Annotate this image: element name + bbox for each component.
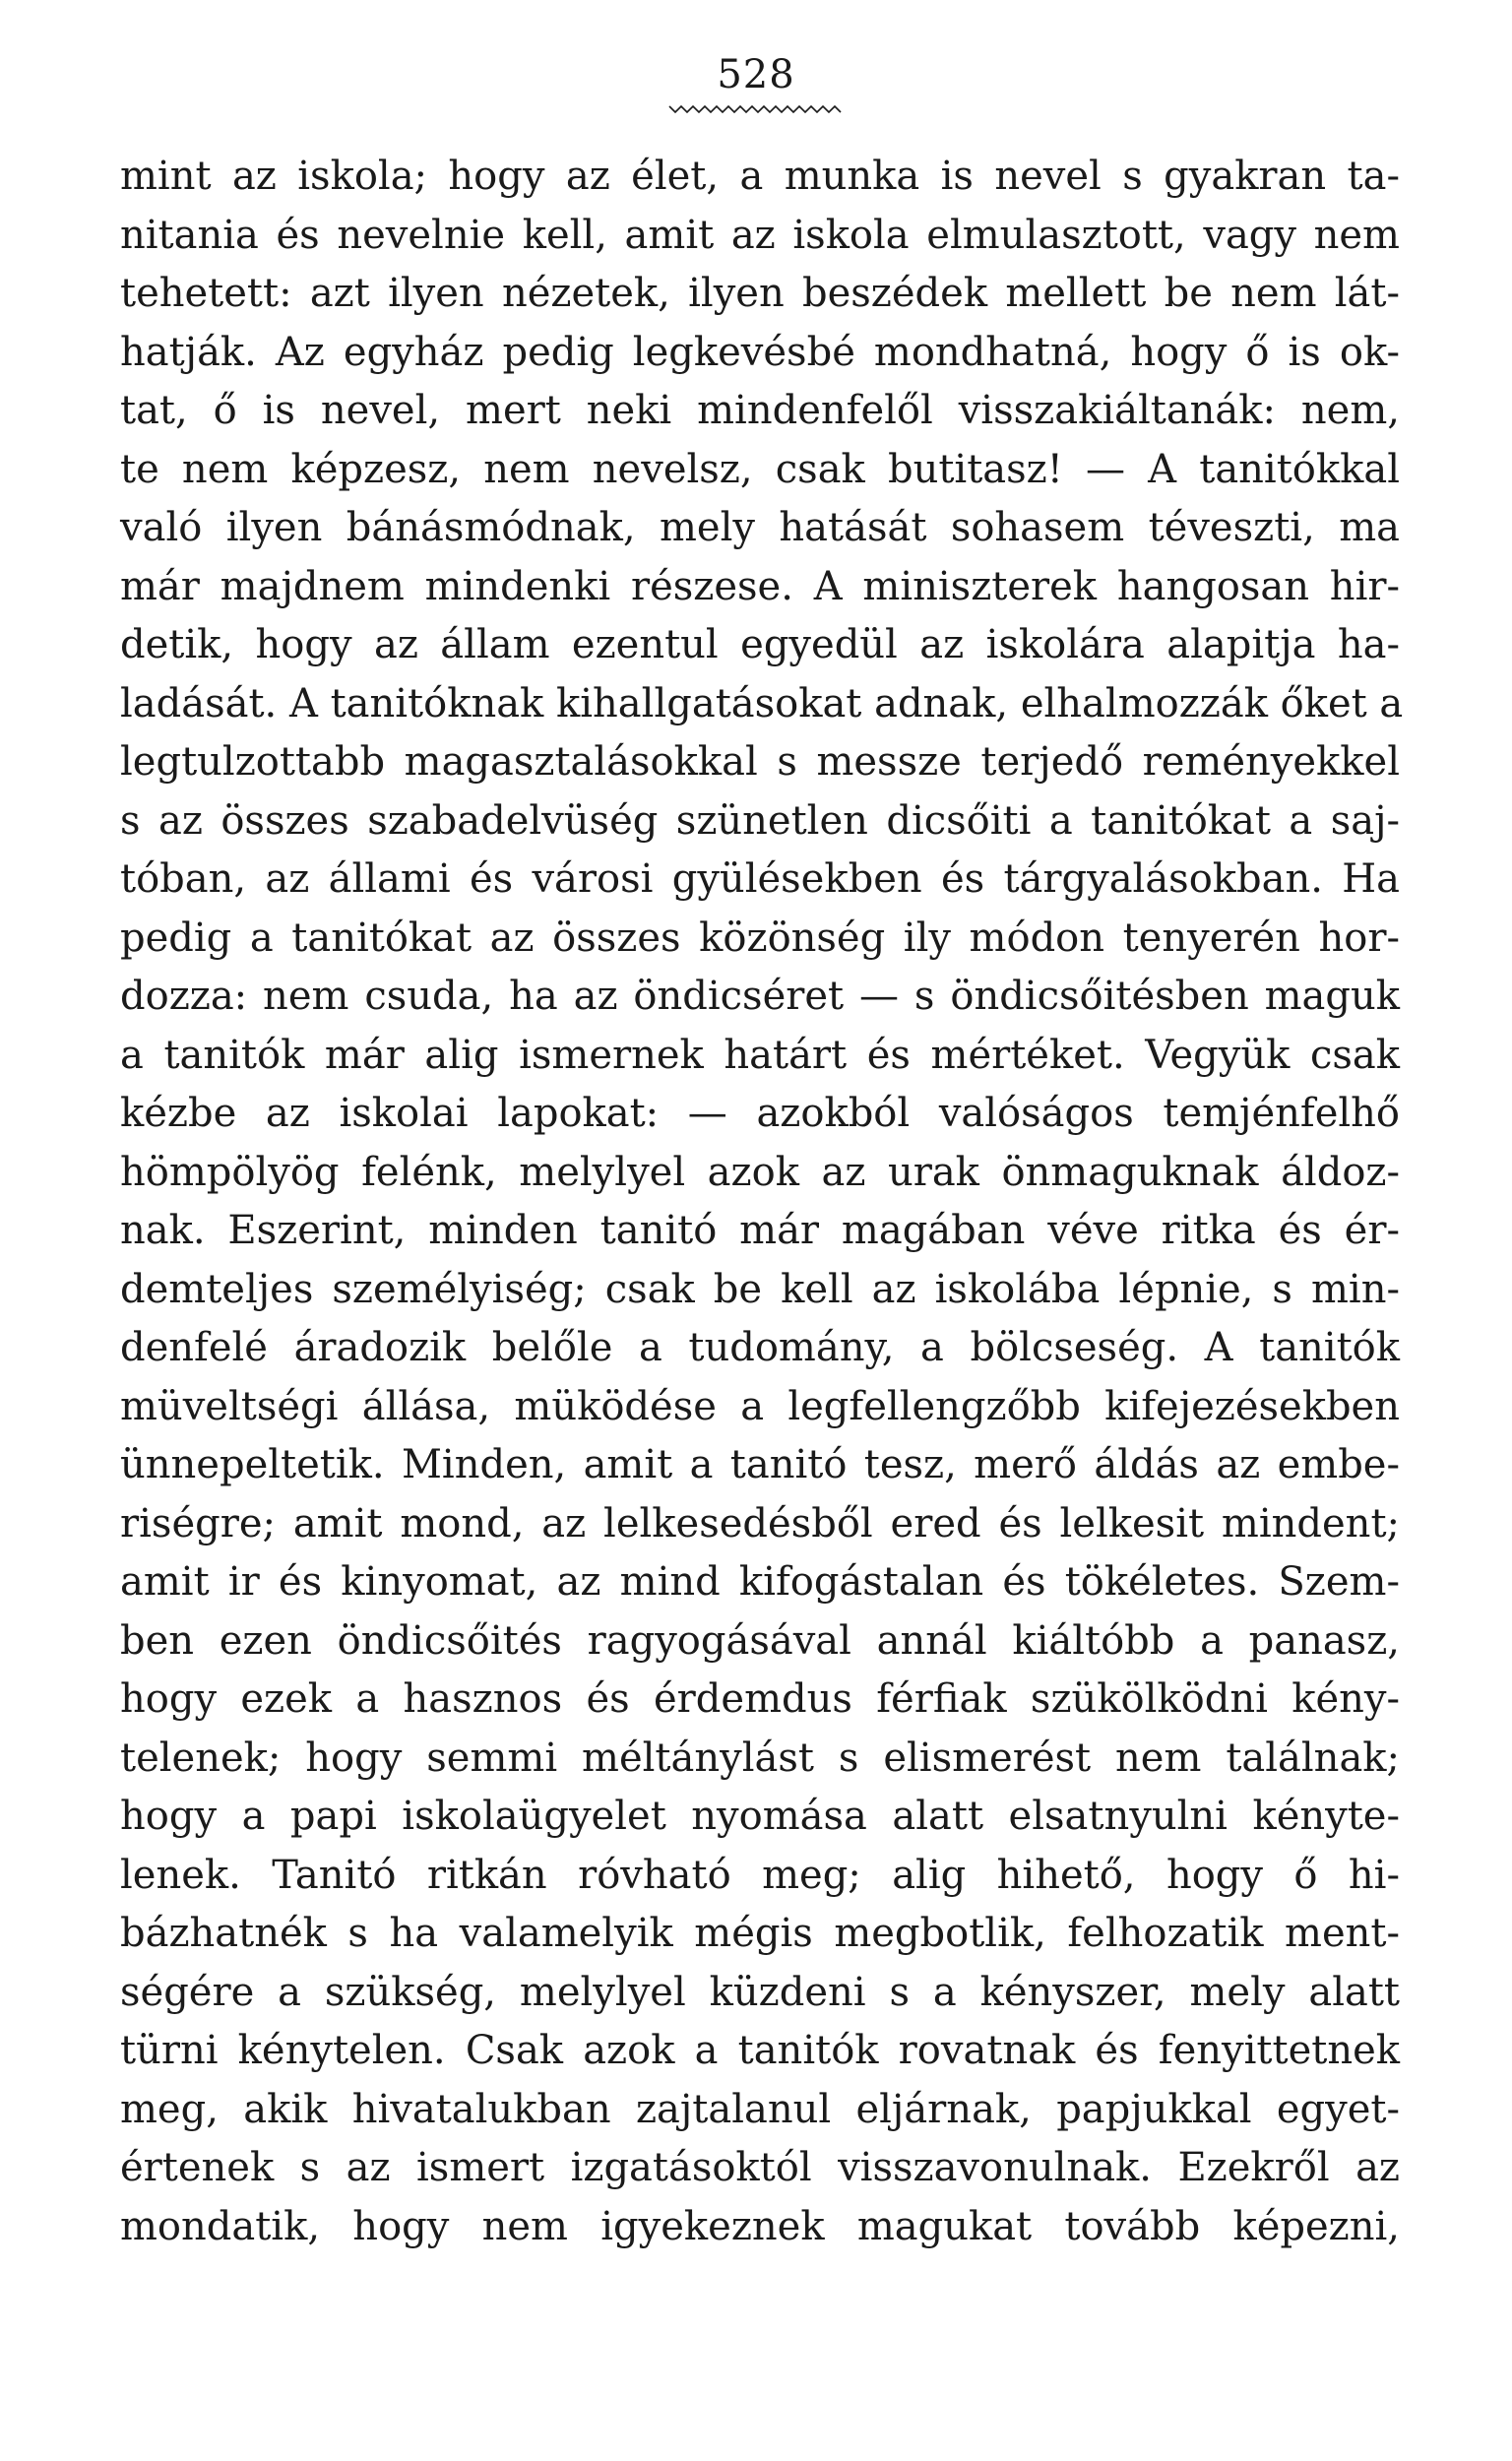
text-line: tat, ő is nevel, mert neki mindenfelől visszakiáltanák: nem, [120,388,1400,433]
text-line: hömpölyög felénk, melylyel azok az urak önmaguknak áldoz- [120,1149,1400,1195]
page-number: 528 [717,52,795,97]
text-line: s az összes szabadelvüség szünetlen dicsőiti a tanitókat a saj- [120,797,1400,844]
text-line: értenek s az ismert izgatásoktól visszavonulnak. Ezekről az [120,2145,1400,2190]
text-line: ségére a szükség, melylyel küzdeni s a kényszer, mely alatt [120,1969,1400,2015]
text-line: tehetett: azt ilyen nézetek, ilyen beszédek mellett be nem lát- [120,271,1400,316]
page-number-ornament-icon [667,102,845,116]
text-line: már majdnem mindenki részese. A miniszterek hangosan hir- [120,563,1400,609]
text-line: riségre; amit mond, az lelkesedésből ered és lelkesit mindent; [120,1500,1400,1546]
body-text [120,148,1404,2256]
text-line: lenek. Tanitó ritkán róvható meg; alig hihető, hogy ő hi- [120,1852,1400,1898]
text-line: hogy a papi iskolaügyelet nyomása alatt elsatnyulni kényte- [120,1794,1400,1839]
text-line: amit ir és kinyomat, az mind kifogástalan és tökéletes. Szem- [120,1559,1400,1605]
text-line: mondatik, hogy nem igyekeznek magukat tovább képezni, [120,2203,1400,2249]
text-line: nitania és nevelnie kell, amit az iskola elmulasztott, vagy nem [120,212,1400,258]
text-line: pedig a tanitókat az összes közönség ily módon tenyerén hor- [120,915,1400,961]
text-line: ünnepeltetik. Minden, amit a tanitó tesz, merő áldás az embe- [120,1442,1400,1487]
text-line: müveltségi állása, müködése a legfellengzőbb kifejezésekben [120,1383,1400,1429]
text-line: kézbe az iskolai lapokat: — azokból valóságos temjénfelhő [120,1091,1400,1136]
text-line: te nem képzesz, nem nevelsz, csak butitasz! — A tanitókkal [120,446,1400,492]
text-line: telenek; hogy semmi méltánylást s elismerést nem találnak; [120,1735,1400,1781]
text-line: hogy ezek a hasznos és érdemdus férfiak szükölködni kény- [120,1676,1400,1722]
text-line: legtulzottabb magasztalásokkal s messze terjedő reményekkel [120,739,1400,785]
text-line: ben ezen öndicsőités ragyogásával annál kiáltóbb a panasz, [120,1617,1400,1664]
text-line: demteljes személyiség; csak be kell az iskolába lépnie, s min- [120,1266,1400,1312]
text-line: a tanitók már alig ismernek határt és mértéket. Vegyük csak [120,1032,1400,1078]
text-line: denfelé áradozik belőle a tudomány, a bölcseség. A tanitók [120,1325,1400,1370]
text-line: hatják. Az egyház pedig legkevésbé mondhatná, hogy ő is ok- [120,329,1400,375]
text-line: türni kénytelen. Csak azok a tanitók rovatnak és fenyittetnek [120,2028,1400,2073]
text-line: mint az iskola; hogy az élet, a munka is nevel s gyakran ta- [120,154,1400,199]
text-line: dozza: nem csuda, ha az öndicséret — s öndicsőitésben maguk [120,974,1400,1019]
text-line: detik, hogy az állam ezentul egyedül az iskolára alapitja ha- [120,622,1400,667]
text-line: meg, akik hivatalukban zajtalanul eljárnak, papjukkal egyet- [120,2086,1400,2132]
text-line: nak. Eszerint, minden tanitó már magában véve ritka és ér- [120,1208,1400,1253]
text-line: bázhatnék s ha valamelyik mégis megbotlik, felhozatik ment- [120,1911,1400,1956]
text-line: való ilyen bánásmódnak, mely hatását sohasem téveszti, ma [120,505,1400,550]
text-line: ladását. A tanitóknak kihallgatásokat adnak, elhalmozzák őket a [120,680,1404,726]
text-line: tóban, az állami és városi gyülésekben és tárgyalásokban. Ha [120,856,1400,902]
